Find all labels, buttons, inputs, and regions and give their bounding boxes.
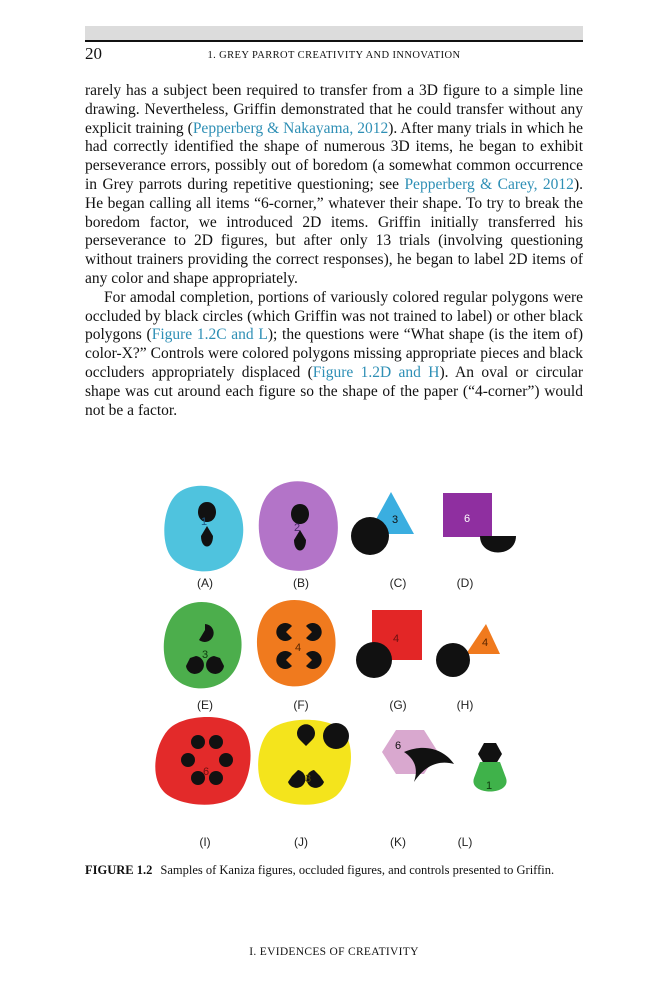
pacman-shape [219, 753, 233, 767]
caption-text: Samples of Kaniza figures, occluded figures, and controls presented to Griffin. [160, 863, 555, 877]
panel-number: 4 [482, 637, 489, 649]
panel-number: 3 [305, 773, 312, 785]
panel-number: 6 [203, 766, 210, 778]
panel-number: 4 [393, 633, 400, 645]
panel-label-f: (F) [293, 698, 309, 712]
panel-number: 3 [392, 514, 399, 526]
panel-label-g: (G) [389, 698, 407, 712]
panel-label-c: (C) [389, 576, 407, 590]
panel-e-figure [164, 602, 242, 688]
blob-a [164, 486, 243, 572]
panel-k-figure [382, 730, 454, 782]
pacman-shape [181, 753, 195, 767]
pacman-shape [209, 735, 223, 749]
p1-text-a: rarely has a subject been required to transfer from a 3D figure to a simple line drawing. Nevertheless, Griffin demonstrated that he could transfer without any explicit training ( [85, 82, 583, 137]
panel-f-figure [257, 600, 336, 686]
occluder-circle [323, 723, 349, 749]
occluder-hexagon [478, 743, 502, 764]
panel-i-figure [155, 717, 250, 805]
paragraph-1 [85, 82, 583, 289]
panel-label-d: (D) [456, 576, 474, 590]
header-bar [85, 26, 583, 40]
panel-number: 1 [201, 516, 208, 528]
figure-1-2 [0, 460, 666, 860]
panel-l-figure [473, 743, 506, 792]
page-number: 20 [85, 44, 102, 63]
citation-link-pepperberg-nakayama[interactable]: Pepperberg & Nakayama, 2012 [192, 119, 389, 137]
p2-text-c: ). An oval or circular shape was cut around each figure so the shape of the paper (“4-corner”) would not be a factor. [85, 363, 583, 419]
occluder-circle [436, 643, 470, 677]
panel-label-h: (H) [456, 698, 474, 712]
panel-label-b: (B) [293, 576, 309, 590]
citation-link-pepperberg-carey[interactable]: Pepperberg & Carey, 2012 [404, 175, 574, 193]
p1-text-b: ). After many trials in which he had correctly identified the shape of numerous 3D items, he began to exhibit perseverance errors, possibly out of boredom (a somewhat common occurrence in Grey parrots during repetitive questioning; see [85, 119, 583, 193]
panel-number: 6 [464, 513, 471, 525]
panel-label-l: (L) [457, 835, 473, 849]
figure-graphic [0, 460, 666, 860]
panel-number: 4 [295, 642, 302, 654]
panel-a-figure [164, 486, 243, 572]
blob-e [164, 602, 242, 688]
running-head: 1. GREY PARROT CREATIVITY AND INNOVATION [207, 50, 461, 61]
panel-g-figure [356, 610, 422, 678]
blob-i [155, 717, 250, 805]
panel-number: 2 [294, 522, 301, 534]
panel-d-figure [443, 493, 516, 553]
occluder-circle [356, 642, 392, 678]
panel-b-figure [259, 481, 338, 571]
panel-label-a: (A) [197, 576, 213, 590]
panel-h-figure [436, 624, 500, 677]
pacman-shape [209, 771, 223, 785]
header-rule [85, 40, 583, 42]
figure-caption [85, 862, 583, 878]
p2-text-a: For amodal completion, portions of variously colored regular polygons were occluded by black circles (which Griffin was not trained to label) or other black polygons ( [85, 288, 583, 344]
figure-link-1-2d-h[interactable]: Figure 1.2D and H [312, 363, 440, 381]
caption-lead: FIGURE 1.2 [85, 863, 153, 877]
figure-link-1-2c-l[interactable]: Figure 1.2C and L [151, 326, 268, 344]
panel-number: 3 [202, 649, 209, 661]
pacman-shape [191, 735, 205, 749]
p1-text-c: ). He began calling all items “6-corner,” whatever their shape. To try to break the boredom factor, we introduced 2D items. Griffin initially transferred his perseverance to 2D figures, but after only 13 trials (involving questioning without trainers providing the correct responses), he began to label 2D items of any color and shape appropriately. [85, 175, 583, 287]
body-text [85, 82, 583, 420]
occluder-circle [351, 517, 389, 555]
occluder-halfdisk [480, 536, 516, 553]
panel-label-e: (E) [197, 698, 213, 712]
panel-j-figure [258, 720, 351, 805]
page-footer: I. EVIDENCES OF CREATIVITY [249, 946, 419, 958]
panel-label-j: (J) [294, 835, 308, 849]
panel-number: 6 [395, 740, 402, 752]
p2-text-b: ); the questions were “What shape (is the item of) color-X?” Controls were colored polygons missing appropriate pieces and black occluders appropriately displaced ( [85, 326, 584, 381]
panel-label-k: (K) [390, 835, 406, 849]
panel-label-i: (I) [199, 835, 211, 849]
panel-number: 1 [486, 780, 493, 792]
paragraph-2 [85, 289, 583, 421]
panel-c-figure [351, 492, 414, 555]
